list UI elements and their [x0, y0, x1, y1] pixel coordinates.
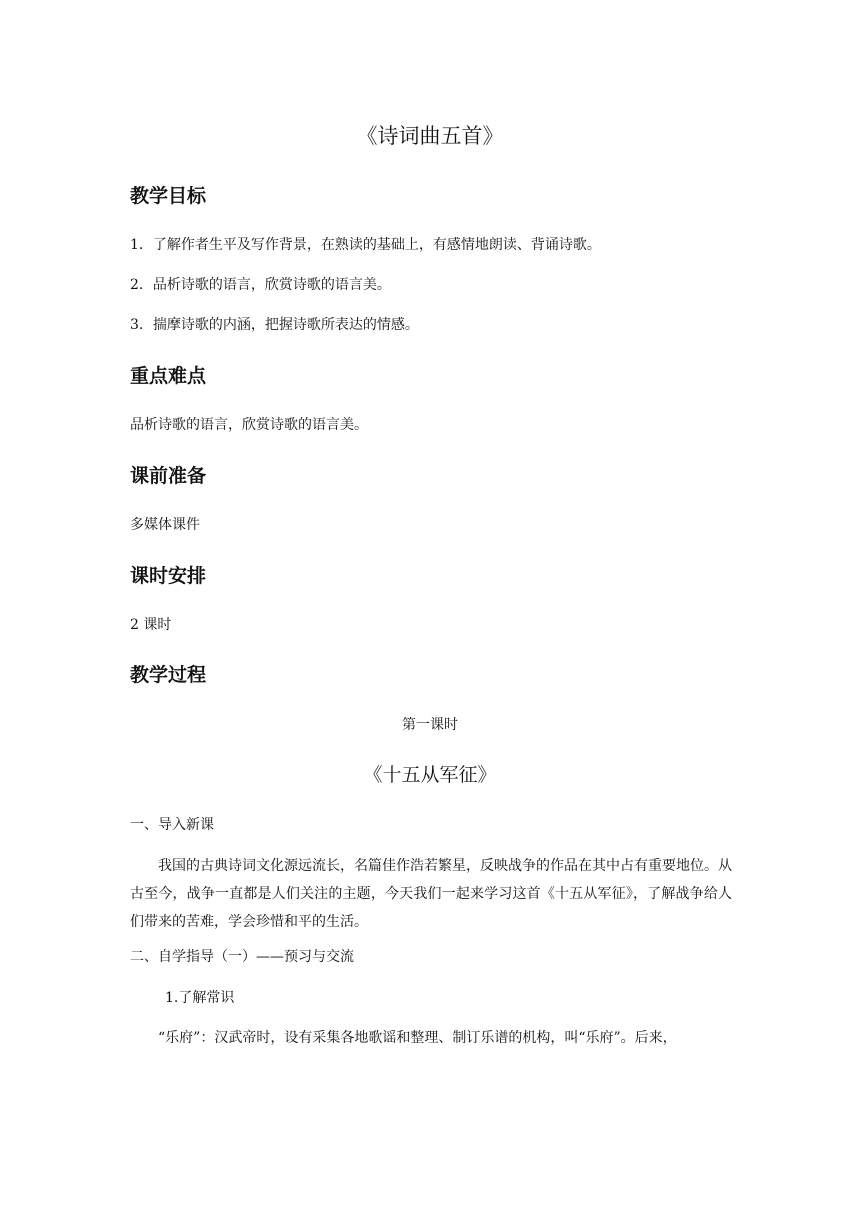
step2-text: “乐府”：汉武帝时，设有采集各地歌谣和整理、制订乐谱的机构，叫“乐府”。后来， [158, 1030, 677, 1046]
key-points-heading: 重点难点 [130, 365, 207, 387]
preparation-heading: 课前准备 [130, 465, 207, 487]
poem-title: 《十五从军征》 [363, 764, 497, 786]
step2-subheading: 1.了解常识 [165, 990, 235, 1006]
step1-heading: 一、导入新课 [130, 817, 214, 833]
schedule-text: 2 课时 [130, 617, 172, 633]
schedule-heading: 课时安排 [130, 565, 207, 587]
step2-heading: 二、自学指导（一）——预习与交流 [130, 949, 354, 965]
objective-item-3: 3．揣摩诗歌的内涵，把握诗歌所表达的情感。 [130, 317, 419, 333]
process-heading: 教学过程 [130, 664, 207, 686]
document-title: 《诗词曲五首》 [356, 124, 504, 148]
objectives-heading: 教学目标 [130, 185, 207, 207]
lesson-label: 第一课时 [402, 717, 458, 733]
preparation-text: 多媒体课件 [130, 517, 200, 533]
objective-item-2: 2．品析诗歌的语言，欣赏诗歌的语言美。 [130, 277, 391, 293]
key-points-text: 品析诗歌的语言，欣赏诗歌的语言美。 [130, 417, 368, 433]
step1-paragraph: 我国的古典诗词文化源远流长，名篇佳作浩若繁星，反映战争的作品在其中占有重要地位。从古至今，战争一直都是人们关注的主题，今天我们一起来学习这首《十五从军征》，了解战争给人们带来的苦难，学会珍惜和平的生活。 [130, 858, 732, 930]
objective-item-1: 1．了解作者生平及写作背景，在熟读的基础上，有感情地朗读、背诵诗歌。 [130, 237, 601, 253]
